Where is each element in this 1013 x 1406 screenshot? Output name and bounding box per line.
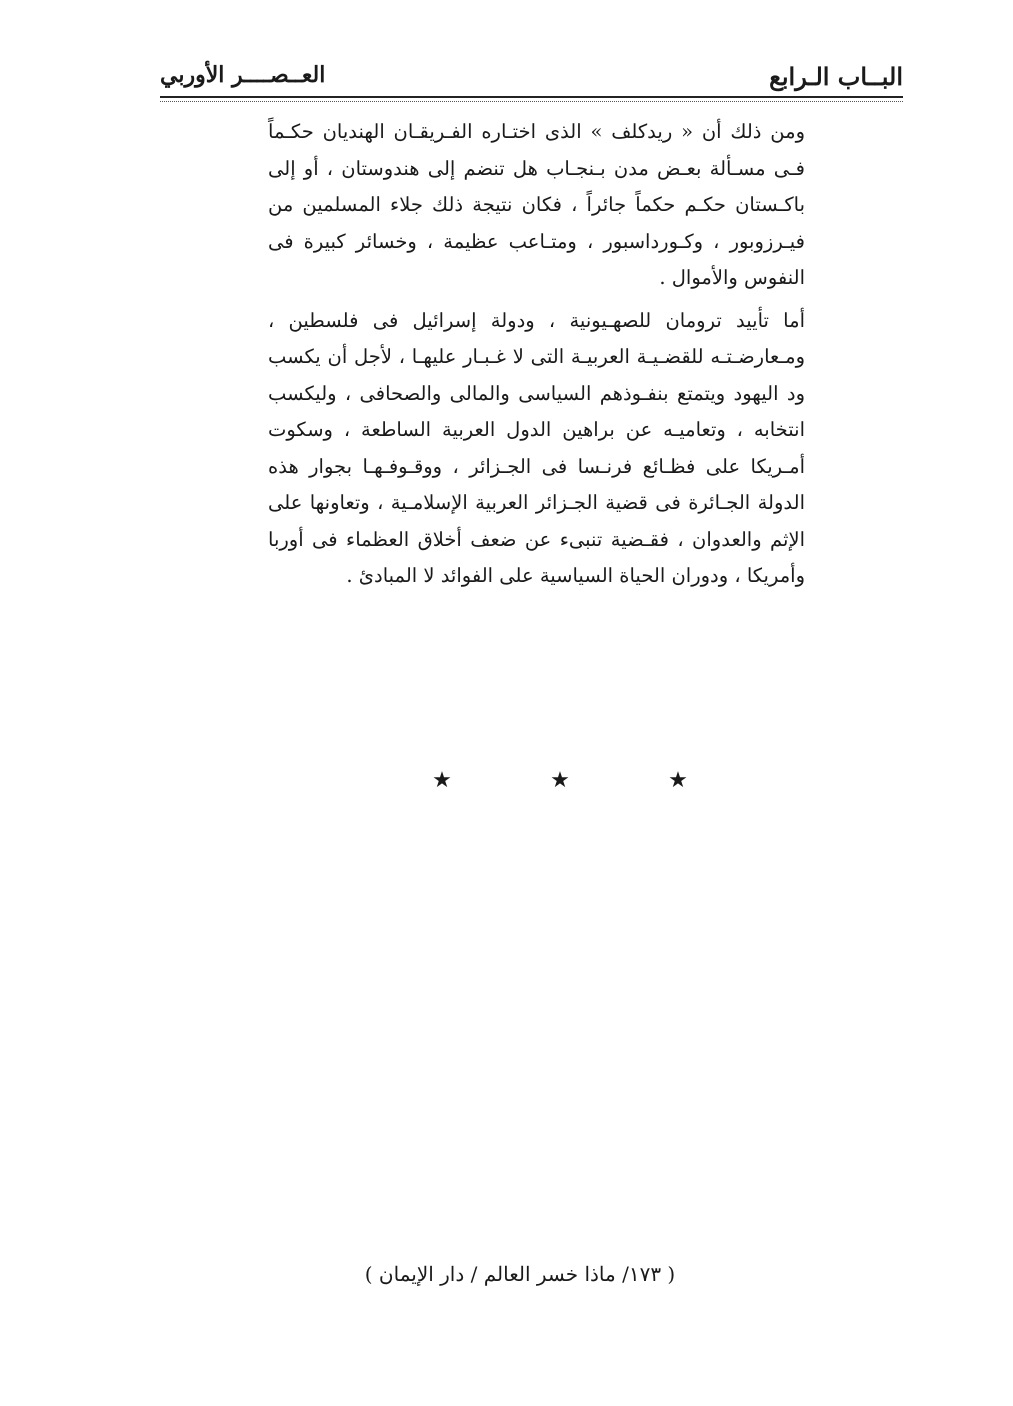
star-icon: ★ <box>432 768 452 793</box>
page-footer: ( ١٧٣/ ماذا خسر العالم / دار الإيمان ) <box>364 1262 676 1286</box>
body-text <box>268 114 805 595</box>
paragraph-2: أما تأييد ترومان للصهـيونية ، ودولة إسرائيل فى فلسطين ، ومـعارضـتـه للقضـيـة العربيـة التى لا غـبـار عليهـا ، لأجل أن يكسب ود اليهود ويتمتع بنفـوذهم السياسى والمالى والصحافى ، وليكسب انتخابه ، وتعاميـه عن براهين الدول العربية الساطعة ، وسكوت أمـريكا على فظـائع فرنـسا فى الجـزائر ، ووقـوفـهـا بجوار هذه الدولة الجـائرة فى قضية الجـزائر العربية الإسلامـية ، وتعاونها على الإثم والعدوان ، فقـضية تنبىء عن ضعف أخلاق العظماء فى أوربا وأمريكا ، ودوران الحياة السياسية على الفوائد لا المبادئ . <box>268 308 805 587</box>
header-rule <box>160 96 903 98</box>
star-icon: ★ <box>668 768 688 793</box>
paragraph-1: ومن ذلك أن « ريدكلف » الذى اختـاره الفـريقـان الهنديان حكـماً فـى مسـألة بعـض مدن بـنجـاب هل تنضم إلى هندوستان ، أو إلى باكـستان حكـم حكماً جائراً ، فكان نتيجة ذلك جلاء المسلمين من فيـرزوبور ، وكـورداسبور ، ومتـاعب عظيمة ، وخسائر كبيرة فى النفوس والأموال . <box>268 120 805 289</box>
header-rule-dotted <box>160 101 903 102</box>
star-icon: ★ <box>550 768 570 793</box>
section-title: العــصــــر الأوربي <box>160 62 326 88</box>
chapter-title: البــاب الـرابع <box>769 62 903 91</box>
page-header <box>160 50 903 98</box>
section-divider <box>430 768 690 798</box>
